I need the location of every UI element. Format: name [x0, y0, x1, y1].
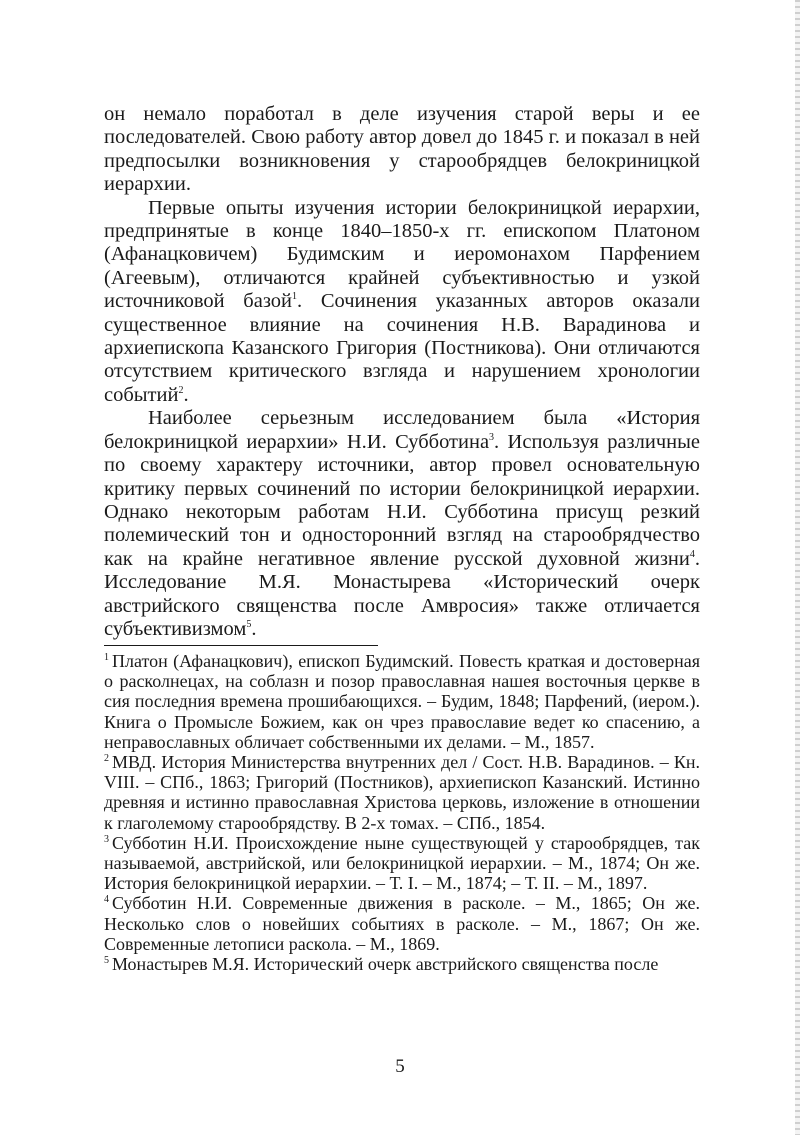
footnote-5	[104, 954, 700, 974]
main-text	[104, 103, 700, 641]
footnote-ref-5[interactable]: 5	[246, 618, 252, 630]
footnote-number: 3	[104, 833, 109, 845]
footnote-text: Платон (Афанацкович), епископ Будимский. Повесть краткая и достоверная о расколнецах, на соблазн и позор православная нашея восточныя церкве в сия последния времена прошибающихся. – Будим, 1848; Парфений, (иером.). Книга о Промысле Божием, как он чрез православие ведет ко спасению, а неправославных обличает собственными их делами. – М., 1857.	[104, 651, 700, 752]
paragraph-3-text-continued-2: . Исследование М.Я. Монастырева «Исторический очерк австрийского священства после Амвросия» также отличается субъективизмом	[104, 547, 700, 640]
footnote-4	[104, 893, 700, 954]
paragraph-2-end: .	[183, 383, 189, 406]
footnote-1	[104, 651, 700, 752]
footnote-text: МВД. История Министерства внутренних дел / Сост. Н.В. Варадинов. – Кн. VIII. – СПб., 1863; Григорий (Постников), архиепископ Казанский. Истинно древняя и истинно православная Христова церковь, изложение в отношении к глаголемому старообрядству. В 2-х томах. – СПб., 1854.	[104, 752, 700, 833]
footnote-text: Монастырев М.Я. Исторический очерк австрийского священства после	[112, 954, 659, 975]
paragraph-2	[104, 197, 700, 408]
page-number: 5	[395, 1056, 405, 1077]
paragraph-1-text: он немало поработал в деле изучения старой веры и ее последователей. Свою работу автор довел до 1845 г. и показал в ней предпосылки возникновения у старообрядцев белокриницкой иерархии.	[104, 103, 700, 196]
footnote-ref-1[interactable]: 1	[292, 291, 298, 303]
footnote-text: Субботин Н.И. Происхождение ныне существующей у старообрядцев, так называемой, австрийской, или белокриницкой иерархии. – М., 1874; Он же. История белокриницкой иерархии. – Т. I. – М., 1874; – Т. II. – М., 1897.	[104, 832, 700, 894]
footnote-number: 2	[104, 753, 109, 765]
paragraph-1	[104, 103, 700, 197]
paragraph-2-text: Первые опыты изучения истории белокриницкой иерархии, предпринятые в конце 1840–1850-х гг. епископом Платоном (Афанацковичем) Будимским и иеромонахом Парфением (Агеевым), отличаются крайней субъективностью и узкой источниковой базой	[104, 196, 700, 313]
paragraph-3-text-continued: . Используя различные по своему характеру источники, автор провел основательную критику первых сочинений по истории белокриницкой иерархии. Однако некоторым работам Н.И. Субботина присущ резкий полемический тон и односторонний взгляд на старообрядчество как на крайне негативное явление русской духовной жизни	[104, 430, 700, 570]
paragraph-3-text: Наиболее серьезным исследованием была «История белокриницкой иерархии» Н.И. Субботина	[104, 407, 700, 453]
paragraph-3-end: .	[251, 617, 257, 640]
footnote-2	[104, 752, 700, 833]
footnote-separator	[104, 645, 378, 646]
footnote-number: 1	[104, 652, 109, 663]
footnote-3	[104, 833, 700, 894]
footnote-text: Субботин Н.И. Современные движения в расколе. – М., 1865; Он же. Несколько слов о новейших событиях в расколе. – М., 1867; Он же. Современные летописи раскола. – М., 1869.	[104, 893, 700, 954]
paragraph-2-text-continued: . Сочинения указанных авторов оказали существенное влияние на сочинения Н.В. Варадинова и архиепископа Казанского Григория (Постникова). Они отличаются отсутствием критического взгляда и нарушением хронологии событий	[104, 290, 700, 406]
footnote-ref-2[interactable]: 2	[178, 384, 184, 396]
footnote-number: 4	[104, 894, 109, 906]
footnote-ref-4[interactable]: 4	[689, 548, 695, 560]
paragraph-3	[104, 407, 700, 641]
footnote-number: 5	[104, 955, 109, 967]
footnotes	[104, 651, 700, 974]
scan-edge	[795, 0, 800, 1135]
footnote-ref-3[interactable]: 3	[489, 431, 495, 443]
